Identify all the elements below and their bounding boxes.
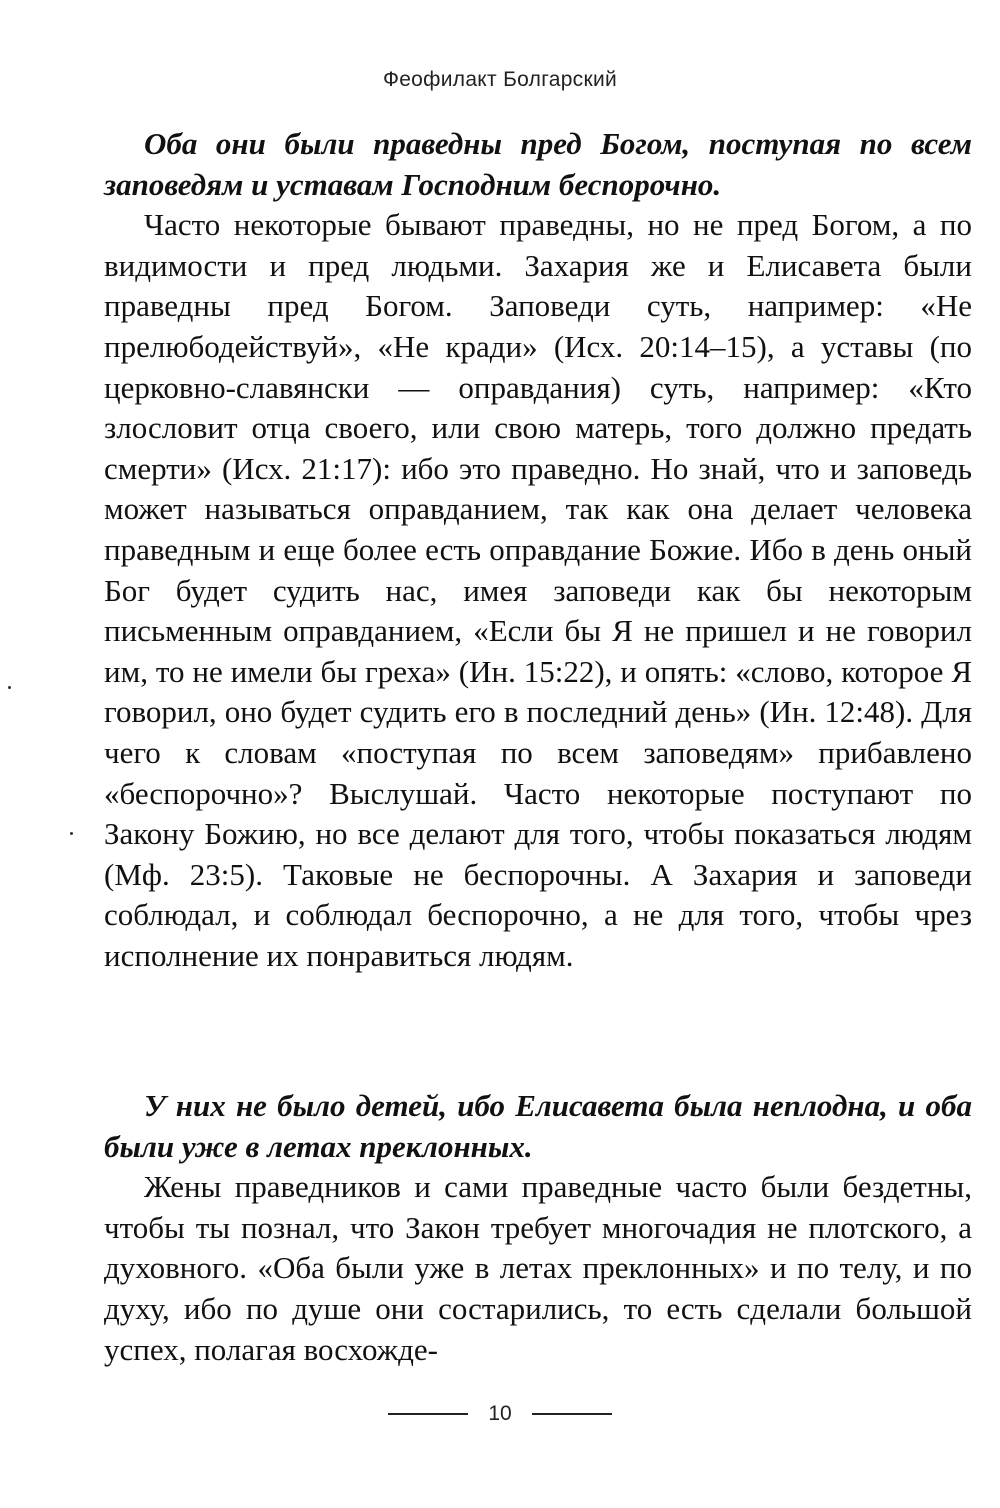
scan-speck [70,832,73,835]
commentary-text: Жены праведников и сами праведные часто были бездетны, чтобы ты познал, что Закон требует многочадия не плотского, а духовного. «Оба были уже в летах преклонных» и по телу, и по духу, ибо по душе они состарились, то есть сделали большой успех, полагая восхожде- [104,1169,972,1367]
footer-rule-left [388,1413,468,1415]
scan-speck [8,686,11,689]
verse-text: У них не было детей, ибо Елисавета была неплодна, и оба были уже в летах преклонных. [104,1088,972,1164]
section-2 [104,1086,972,1370]
page-number: 10 [488,1402,512,1425]
running-head: Феофилакт Болгарский [382,68,618,91]
verse-text: Оба они были праведны пред Богом, поступая по всем заповедям и уставам Господним беспорочно. [104,126,972,202]
section-1 [104,124,972,976]
page-footer [0,1402,1000,1426]
commentary-text: Часто некоторые бывают праведны, но не пред Богом, а по видимости и пред людьми. Захария же и Елисавета были праведны пред Богом. Заповеди суть, например: «Не прелюбодействуй», «Не кради» (Исх. 20:14–15), а уставы (по церковно-славянски — оправдания) суть, например: «Кто злословит отца своего, или свою матерь, того должно предать смерти» (Исх. 21:17): ибо это праведно. Но знай, что и заповедь может называться оправданием, так как она делает человека праведным и еще более есть оправдание Божие. Ибо в день оный Бог будет судить нас, имея заповеди как бы некоторым письменным оправданием, «Если бы Я не пришел и не говорил им, то не имели бы греха» (Ин. 15:22), и опять: «слово, которое Я говорил, оно будет судить его в последний день» (Ин. 12:48). Для чего к словам «поступая по всем заповедям» прибавлено «беспорочно»? Выслушай. Часто некоторые поступают по Закону Божию, но все делают для того, чтобы показаться людям (Мф. 23:5). Таковые не беспорочны. А Захария и заповеди соблюдал, и соблюдал беспорочно, а не для того, чтобы чрез исполнение их понравиться людям. [104,207,972,973]
footer-rule-right [532,1413,612,1415]
